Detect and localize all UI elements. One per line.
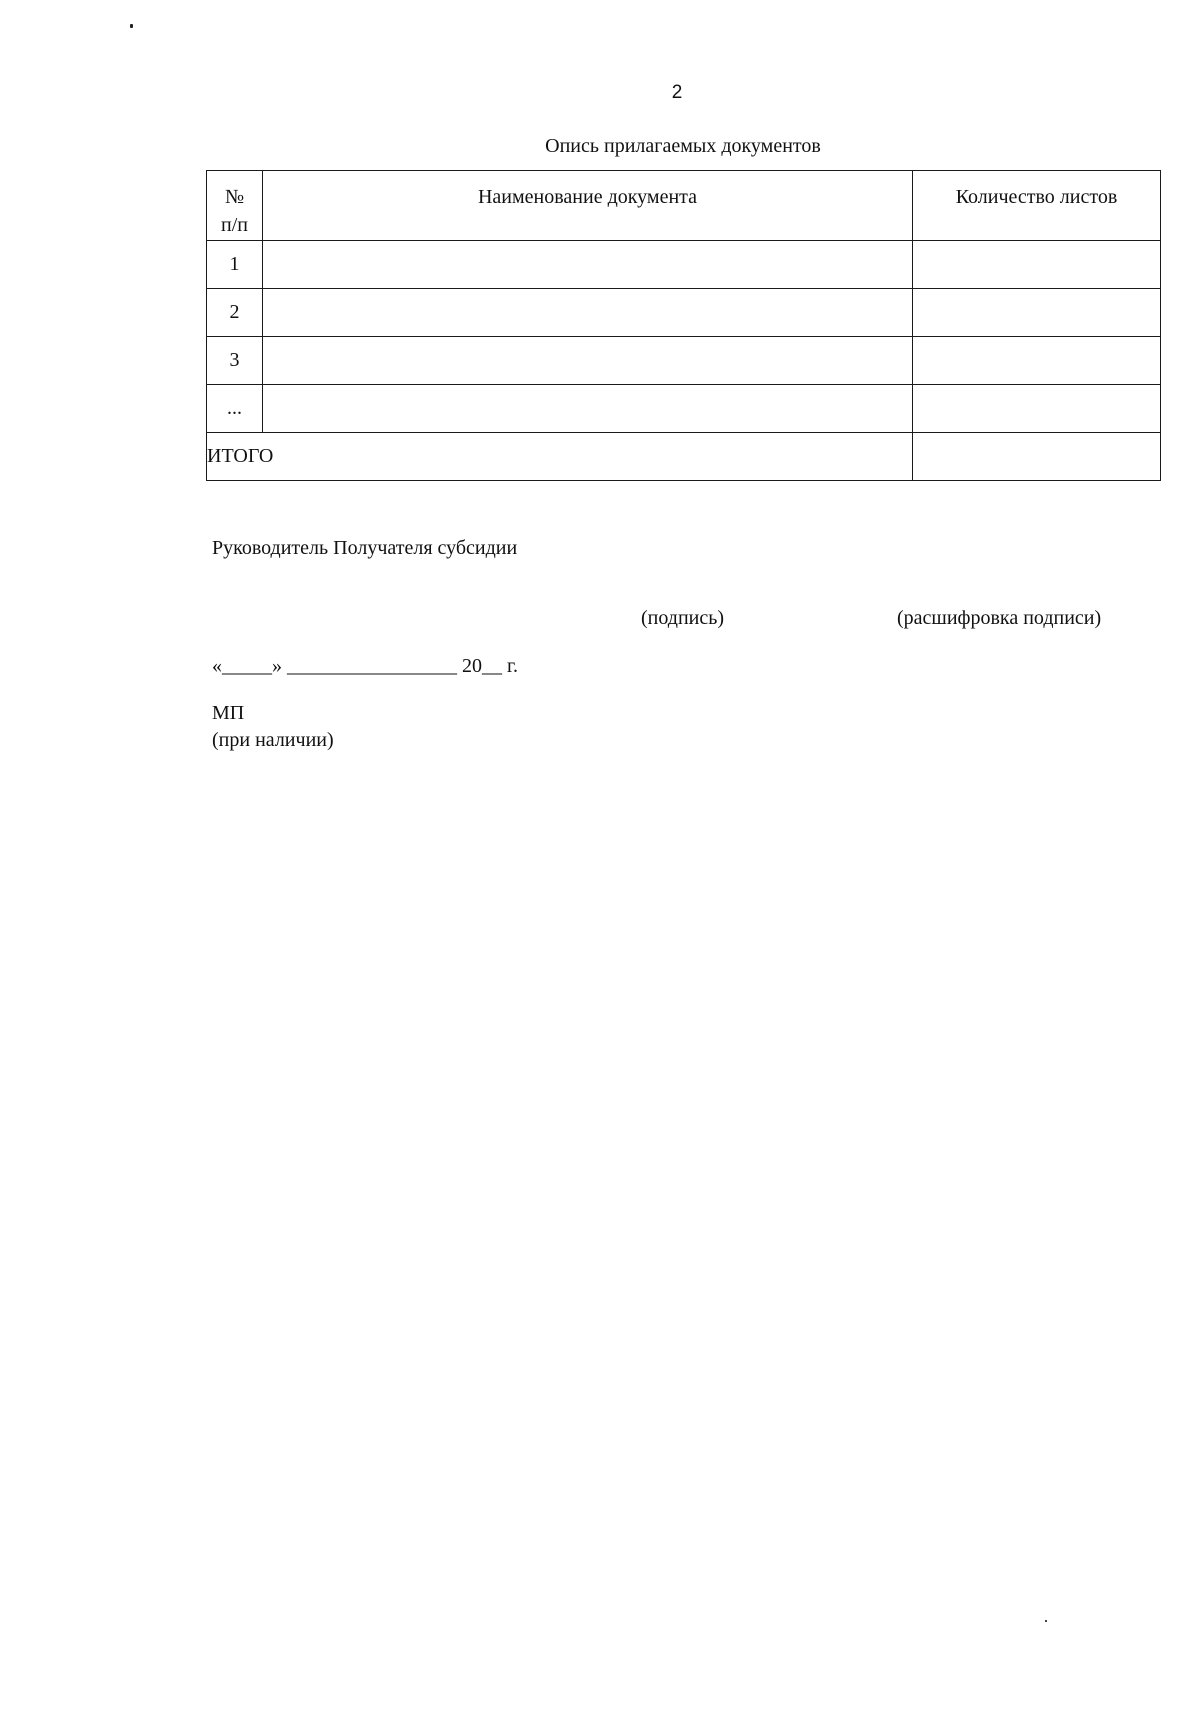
row-number: 2 [207, 289, 263, 337]
date-line: «_____» _________________ 20__ г. [212, 655, 518, 677]
total-value [913, 433, 1161, 481]
page-number-text: 2 [671, 82, 684, 103]
row-name [263, 289, 913, 337]
document-title: Опись прилагаемых документов [545, 135, 821, 157]
signature-decryption-label: (расшифровка подписи) [897, 607, 1102, 629]
header-number-line1: № [224, 186, 245, 208]
total-label: ИТОГО [207, 433, 913, 481]
table-header-row [207, 171, 1161, 241]
page-number [0, 82, 1200, 104]
table-row [207, 385, 1161, 433]
row-number: ... [207, 385, 263, 433]
stamp-label: МП [212, 702, 245, 724]
stamp-block [212, 700, 334, 754]
table-row [207, 241, 1161, 289]
stamp-note: (при наличии) [212, 729, 334, 751]
header-name: Наименование документа [263, 171, 913, 241]
header-number-line2: п/п [221, 214, 248, 236]
table-row [207, 289, 1161, 337]
scan-dot [1045, 1620, 1047, 1622]
row-name [263, 337, 913, 385]
signer-title: Руководитель Получателя субсидии [212, 537, 518, 559]
table-row [207, 337, 1161, 385]
header-number [207, 171, 263, 241]
row-count [913, 385, 1161, 433]
row-name [263, 241, 913, 289]
header-count: Количество листов [913, 171, 1161, 241]
scan-mark [130, 24, 133, 28]
row-number: 1 [207, 241, 263, 289]
row-count [913, 337, 1161, 385]
row-name [263, 385, 913, 433]
row-count [913, 241, 1161, 289]
row-number: 3 [207, 337, 263, 385]
row-count [913, 289, 1161, 337]
signature-label: (подпись) [641, 607, 725, 629]
documents-table [206, 170, 1161, 481]
table-total-row [207, 433, 1161, 481]
